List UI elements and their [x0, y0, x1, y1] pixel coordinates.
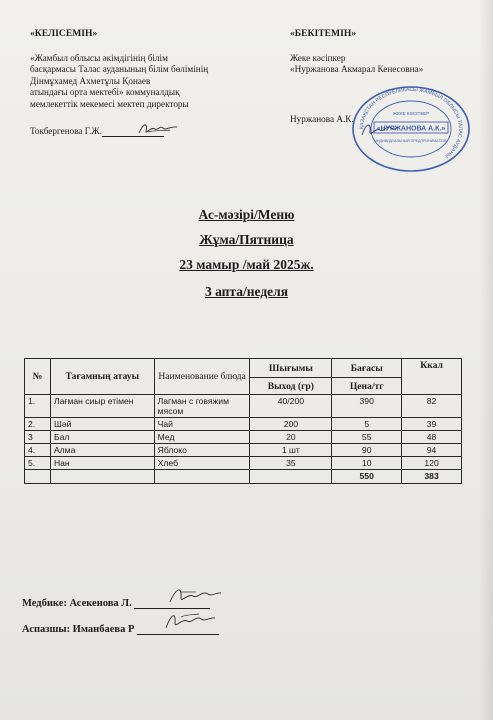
cell-num: 2.	[25, 418, 51, 431]
approval-right-title: «БЕКІТЕМІН»	[290, 28, 357, 39]
cell-price: 55	[332, 431, 402, 444]
total-kcal: 383	[402, 470, 462, 484]
cell-kcal: 48	[402, 431, 462, 444]
cell-name-ru: Мед	[154, 431, 250, 444]
cell-price: 90	[332, 444, 402, 457]
cell-yield: 40/200	[250, 395, 332, 418]
header-name-kz: Тағамның атауы	[50, 359, 154, 395]
cell-empty	[154, 470, 250, 484]
approval-left-line: басқармасы Талас ауданының білім бөлімінің	[30, 64, 209, 75]
cell-kcal: 94	[402, 444, 462, 457]
cell-price: 390	[332, 395, 402, 418]
cell-name-ru: Хлеб	[154, 457, 250, 470]
cell-yield: 1 шт	[250, 444, 332, 457]
table-header-row	[25, 359, 462, 378]
menu-title: Ас-мәзірі/Меню	[198, 207, 295, 222]
table-row	[25, 444, 462, 457]
table-row	[25, 457, 462, 470]
approval-left-line: атындағы орта мектебі» коммуналдық	[30, 87, 180, 98]
header-kcal: Ккал	[402, 359, 462, 395]
approval-right-line: Жеке кәсіпкер	[290, 52, 346, 63]
total-price: 550	[332, 470, 402, 484]
menu-week-row	[0, 284, 493, 300]
cell-kcal: 120	[402, 457, 462, 470]
cell-name-kz: Нан	[50, 457, 154, 470]
cell-yield: 20	[250, 431, 332, 444]
approval-right-line: «Нуржанова Акмарал Кенесовна»	[290, 64, 424, 75]
cell-name-ru: Лагман с говяжим мясом	[154, 395, 250, 418]
table-row	[25, 431, 462, 444]
director-signature	[136, 120, 180, 138]
menu-day: Жұма/Пятница	[199, 232, 294, 247]
cell-name-ru: Чай	[154, 418, 250, 431]
cell-price: 10	[332, 457, 402, 470]
cell-num: 4.	[25, 444, 51, 457]
cell-kcal: 39	[402, 418, 462, 431]
approval-left-line: «Жамбыл облысы әкімдігінің білім	[30, 52, 168, 63]
owner-signature	[360, 119, 400, 141]
table-row	[25, 418, 462, 431]
approval-left-line: Дінмұхамед Ахметұлы Қонаев	[30, 75, 151, 86]
cell-num: 3	[25, 431, 51, 444]
approval-left-signatory: Токбергенова Г.Ж.	[30, 125, 102, 136]
table-total-row	[25, 470, 462, 484]
cook-signature	[163, 608, 219, 634]
cell-name-kz: Лағман сиыр етімен	[50, 395, 154, 418]
menu-day-row	[0, 232, 493, 248]
cell-name-kz: Шәй	[50, 418, 154, 431]
menu-date: 23 мамыр /май 2025ж.	[179, 257, 314, 272]
nurse-signature	[166, 584, 224, 608]
cell-name-ru: Яблоко	[154, 444, 250, 457]
stamp-top-text: ЖЕКЕ КӘСІПКЕР	[392, 111, 430, 116]
cell-empty	[25, 470, 51, 484]
table-row	[25, 395, 462, 418]
cell-kcal: 82	[402, 395, 462, 418]
cell-price: 5	[332, 418, 402, 431]
cook-label: Аспазшы: Иманбаева Р	[22, 624, 135, 635]
header-yield-sub: Выход (гр)	[250, 378, 332, 395]
stamp-ring-text: ҚАЗАҚСТАН РЕСПУБЛИКАСЫ ЖАМБЫЛ ОБЛЫСЫ ТАЛАС АУДАНЫ	[358, 86, 464, 159]
header-price: Бағасы	[332, 359, 402, 378]
menu-week: 3 апта/неделя	[204, 284, 289, 299]
nurse-label: Медбике: Асекенова Л.	[22, 598, 132, 609]
menu-heading	[0, 207, 493, 223]
page-edge-shadow	[479, 0, 493, 720]
cell-empty	[50, 470, 154, 484]
cell-yield: 200	[250, 418, 332, 431]
cell-name-kz: Бал	[50, 431, 154, 444]
cell-num: 1.	[25, 395, 51, 418]
header-name-ru: Наименование блюда	[154, 359, 250, 395]
approval-left-title: «КЕЛІСЕМІН»	[30, 28, 98, 39]
stamp-bottom-text: ИНДИВИДУАЛЬНЫЙ ПРЕДПРИНИМАТЕЛЬ	[374, 139, 448, 143]
menu-date-row	[0, 257, 493, 273]
menu-table	[24, 358, 462, 484]
header-yield: Шығымы	[250, 359, 332, 378]
approval-right-signatory: Нуржанова А.К.	[290, 113, 354, 124]
cell-yield: 35	[250, 457, 332, 470]
cell-empty	[250, 470, 332, 484]
cell-num: 5.	[25, 457, 51, 470]
header-num: №	[25, 359, 51, 395]
approval-left-line: мемлекеттік мекемесі мектеп директоры	[30, 98, 189, 109]
header-price-sub: Цена/тг	[332, 378, 402, 395]
cell-name-kz: Алма	[50, 444, 154, 457]
stamp-name-text: «НУРЖАНОВА А.К.»	[376, 125, 446, 133]
